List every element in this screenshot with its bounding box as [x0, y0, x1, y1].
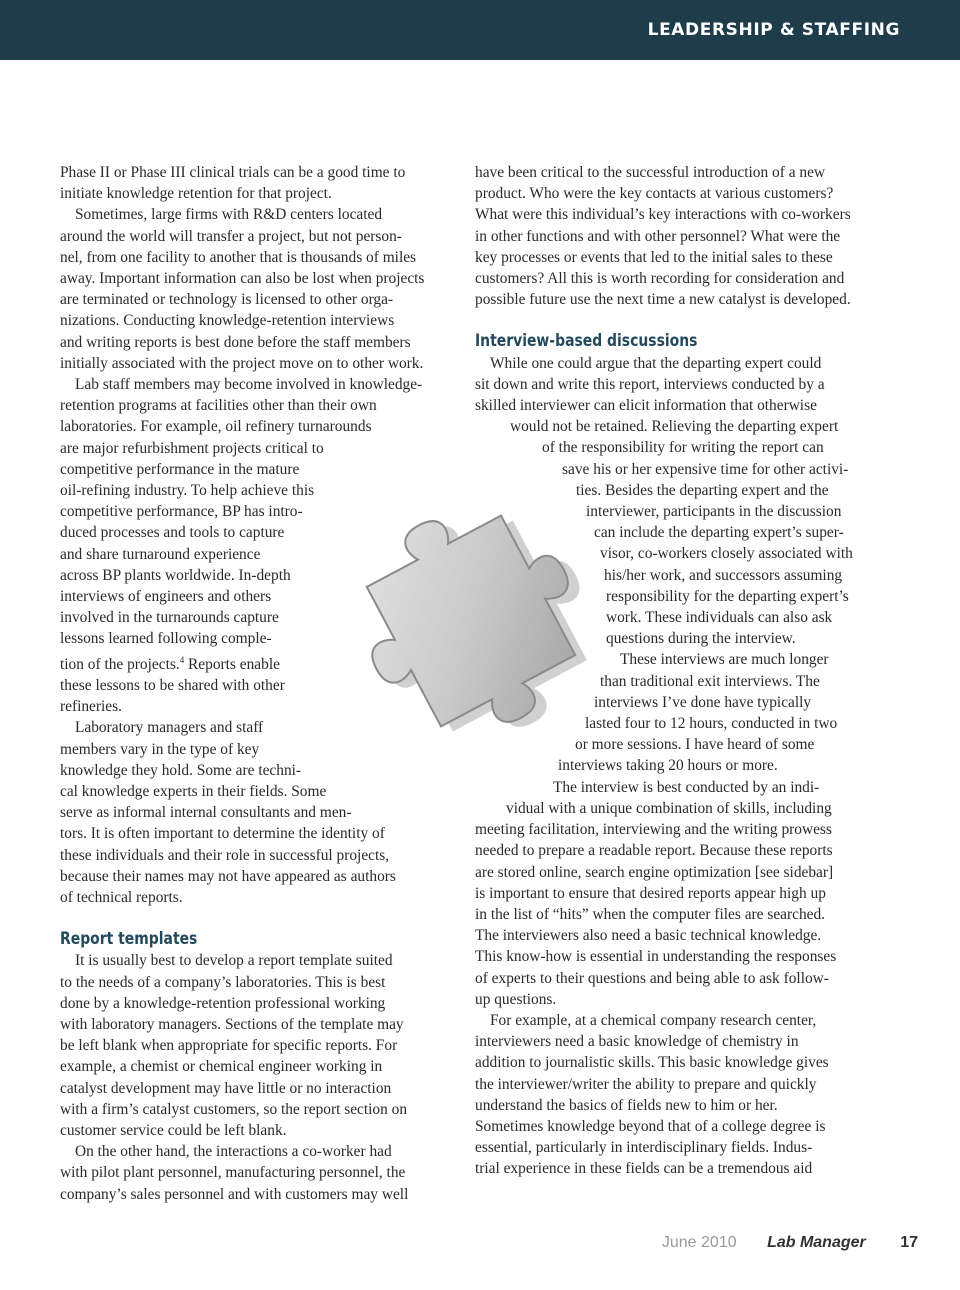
text-line: up questions. [475, 990, 557, 1008]
text-line: interviews of engineers and others [60, 588, 272, 606]
text-line: oil-refining industry. To help achieve this [60, 482, 315, 500]
text-line: these individuals and their role in successful projects, [60, 846, 390, 864]
heading-interview-discussions: Interview-based discussions [475, 331, 698, 352]
text-line: product. Who were the key contacts at various customers? [475, 185, 834, 203]
text-line: responsibility for the departing expert’s [606, 587, 849, 605]
text-line: Lab staff members may become involved in knowledge- [75, 376, 423, 394]
text-line: serve as informal internal consultants and men- [60, 804, 352, 822]
text-line: are major refurbishment projects critical to [60, 439, 324, 457]
text-line: and share turnaround experience [60, 545, 261, 563]
text-line: Sometimes, large firms with R&D centers located [75, 206, 383, 224]
text-fragment: Reports enable [184, 655, 280, 673]
text-line: of experts to their questions and being able to ask follow- [475, 969, 829, 987]
text-line: essential, particularly in interdisciplinary fields. Indus- [475, 1139, 813, 1157]
text-line: catalyst development may have little or no interaction [60, 1079, 392, 1097]
text-line: questions during the interview. [606, 630, 796, 648]
text-line: work. These individuals can also ask [606, 609, 833, 627]
text-line: laboratories. For example, oil refinery turnarounds [60, 418, 372, 436]
text-line: his/her work, and successors assuming [604, 566, 843, 584]
text-line: save his or her expensive time for other activi- [562, 460, 849, 478]
text-line: The interviewers also need a basic technical knowledge. [475, 927, 822, 945]
text-line: across BP plants worldwide. In-depth [60, 566, 291, 584]
text-line: addition to journalistic skills. This basic knowledge gives [475, 1054, 829, 1072]
text-line: these lessons to be shared with other [60, 677, 285, 694]
text-line: duced processes and tools to capture [60, 524, 285, 542]
text-line: in the list of “hits” when the computer files are searched. [475, 905, 826, 923]
text-line: than traditional exit interviews. The [600, 672, 820, 690]
text-line: because their names may not have appeared as authors [60, 867, 396, 885]
text-line [60, 650, 460, 675]
text-line: with laboratory managers. Sections of the template may [60, 1016, 404, 1034]
text-line: customer service could be left blank. [60, 1122, 287, 1140]
text-line: key processes or events that led to the initial sales to these [475, 248, 833, 266]
text-line: The interview is best conducted by an indi- [553, 778, 820, 796]
text-line: nizations. Conducting knowledge-retention interviews [60, 312, 395, 330]
text-line: have been critical to the successful introduction of a new [475, 164, 826, 181]
text-line: around the world will transfer a project, but not person- [60, 227, 402, 245]
text-line: is important to ensure that desired reports appear high up [475, 884, 826, 902]
text-line: While one could argue that the departing expert could [490, 354, 822, 372]
text-line: For example, at a chemical company research center, [490, 1011, 817, 1029]
text-line: involved in the turnarounds capture [60, 609, 279, 627]
text-line: to the needs of a company’s laboratories. This is best [60, 973, 386, 991]
text-line: possible future use the next time a new catalyst is developed. [475, 291, 851, 309]
text-line: are terminated or technology is licensed to other orga- [60, 291, 394, 309]
text-line: of the responsibility for writing the report can [542, 439, 824, 457]
text-line: company’s sales personnel and with customers may well [60, 1185, 409, 1203]
text-line: done by a knowledge-retention professional working [60, 994, 386, 1012]
page-number: 17 [900, 1234, 918, 1251]
text-line: tors. It is often important to determine the identity of [60, 825, 385, 843]
text-line: This know-how is essential in understanding the responses [475, 948, 837, 966]
text-line: are stored online, search engine optimization [see sidebar] [475, 863, 834, 881]
text-line: in other functions and with other personnel? What were the [475, 227, 841, 245]
text-line: be left blank when appropriate for specific reports. For [60, 1037, 398, 1055]
text-line: These interviews are much longer [620, 651, 829, 669]
text-line: interviewer, participants in the discussion [586, 503, 842, 521]
text-line: It is usually best to develop a report template suited [75, 952, 393, 970]
text-line: and writing reports is best done before the staff members [60, 333, 411, 351]
text-line: example, a chemist or chemical engineer working in [60, 1058, 383, 1076]
text-line: nel, from one facility to another that is thousands of miles [60, 248, 417, 266]
magazine-name: Lab Manager [767, 1234, 866, 1251]
text-line: Laboratory managers and staff [75, 719, 264, 737]
text-line: knowledge they hold. Some are techni- [60, 761, 302, 779]
footnote-ref: 4 [179, 654, 185, 665]
text-line: away. Important information can also be lost when projects [60, 270, 425, 288]
text-line: refineries. [60, 698, 122, 716]
text-line: needed to prepare a readable report. Because these reports [475, 842, 833, 860]
text-line: competitive performance, BP has intro- [60, 503, 303, 521]
text-line: vidual with a unique combination of skills, including [506, 799, 832, 817]
right-column [475, 162, 875, 1180]
section-header-bar [0, 0, 960, 60]
text-line: interviews I’ve done have typically [594, 693, 812, 711]
heading-report-templates: Report templates [60, 929, 198, 950]
text-line: lasted four to 12 hours, conducted in two [585, 715, 838, 733]
text-line: lessons learned following comple- [60, 630, 272, 648]
text-line: interviews taking 20 hours or more. [558, 757, 778, 775]
text-line: or more sessions. I have heard of some [575, 736, 815, 754]
section-title: LEADERSHIP & STAFFING [647, 20, 900, 40]
text-line: with pilot plant personnel, manufacturing personnel, the [60, 1164, 406, 1182]
text-line: retention programs at facilities other than their own [60, 397, 377, 415]
text-line: skilled interviewer can elicit information that otherwise [475, 397, 817, 415]
page-footer [662, 1234, 918, 1252]
text-line: Phase II or Phase III clinical trials can be a good time to [60, 164, 406, 181]
text-line: What were this individual’s key interactions with co-workers [475, 206, 851, 224]
text-line: visor, co-workers closely associated with [600, 545, 853, 563]
text-line: of technical reports. [60, 889, 183, 907]
text-line: interviewers need a basic knowledge of chemistry in [475, 1033, 799, 1051]
text-line: with a firm’s catalyst customers, so the report section on [60, 1100, 408, 1118]
text-line: initially associated with the project move on to other work. [60, 354, 424, 372]
text-line: competitive performance in the mature [60, 460, 300, 478]
text-line: initiate knowledge retention for that project. [60, 185, 332, 203]
issue-date: June 2010 [661, 1234, 737, 1251]
text-line: meeting facilitation, interviewing and the writing prowess [475, 821, 832, 839]
text-line: cal knowledge experts in their fields. Some [60, 783, 327, 801]
text-line: members vary in the type of key [60, 740, 260, 758]
text-line: Sometimes knowledge beyond that of a college degree is [475, 1117, 826, 1135]
left-column [60, 162, 460, 1205]
text-line: ties. Besides the departing expert and the [576, 481, 829, 499]
text-line: trial experience in these fields can be a tremendous aid [475, 1160, 813, 1178]
text-fragment: tion of the projects. [60, 655, 180, 673]
text-line: sit down and write this report, interviews conducted by a [475, 375, 825, 393]
text-line: understand the basics of fields new to him or her. [475, 1096, 778, 1114]
text-line: customers? All this is worth recording for consideration and [475, 270, 845, 288]
text-line: On the other hand, the interactions a co-worker had [75, 1143, 392, 1161]
text-line: the interviewer/writer the ability to prepare and quickly [475, 1075, 817, 1093]
text-line: can include the departing expert’s super- [594, 524, 844, 542]
text-line: would not be retained. Relieving the departing expert [510, 418, 839, 436]
